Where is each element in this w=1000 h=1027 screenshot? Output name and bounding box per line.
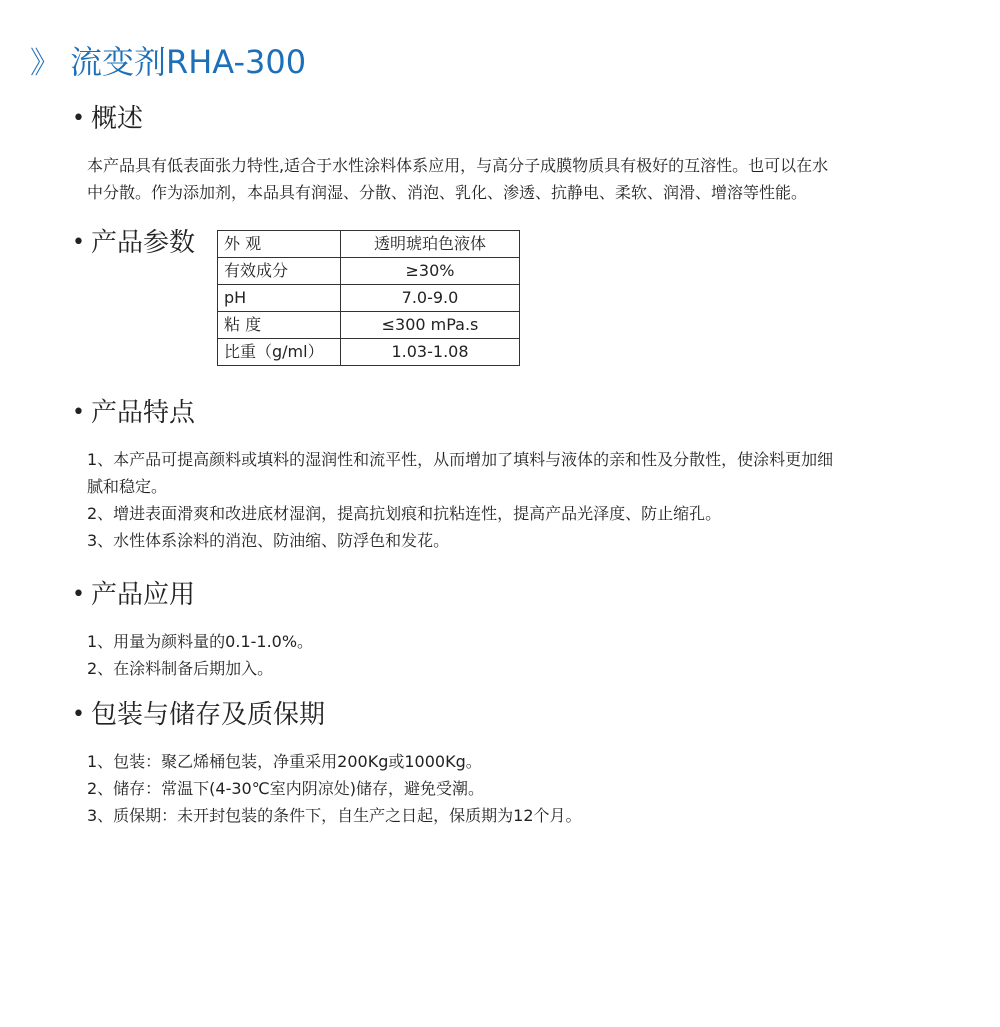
application-heading-text: 产品应用 (90, 580, 195, 610)
overview-line: 中分散。作为添加剂，本品具有润湿、分散、消泡、乳化、渗透、抗静电、柔软、润滑、增溶等性能。 (87, 183, 808, 202)
feature-line: 1、本产品可提高颜料或填料的湿润性和流平性，从而增加了填料与液体的亲和性及分散性，使涂料更加细 (87, 450, 834, 469)
bullet-dot-icon: • (72, 702, 85, 727)
application-line: 2、在涂料制备后期加入。 (87, 659, 274, 678)
storage-line: 3、质保期：未开封包装的条件下，自生产之日起，保质期为12个月。 (87, 806, 582, 825)
features-section (72, 396, 970, 554)
application-line: 1、用量为颜料量的0.1-1.0%。 (87, 632, 314, 651)
overview-line: 本产品具有低表面张力特性,适合于水性涂料体系应用，与高分子成膜物质具有极好的互溶性。也可以在水 (87, 156, 829, 175)
table-row (218, 258, 520, 285)
features-heading (72, 396, 970, 430)
title-mark-icon: 》 (30, 46, 60, 81)
application-section (72, 578, 970, 682)
table-row (218, 231, 520, 258)
param-key: 比重（g/ml） (218, 339, 341, 366)
param-value: 透明琥珀色液体 (341, 231, 520, 258)
param-key: 外 观 (218, 231, 341, 258)
bullet-dot-icon: • (72, 106, 85, 131)
params-heading (72, 226, 195, 260)
param-value: 1.03-1.08 (341, 339, 520, 366)
params-table (217, 230, 520, 366)
features-heading-text: 产品特点 (90, 398, 195, 428)
table-row (218, 339, 520, 366)
table-row (218, 285, 520, 312)
feature-line: 3、水性体系涂料的消泡、防油缩、防浮色和发花。 (87, 531, 450, 550)
storage-line: 1、包装：聚乙烯桶包装，净重采用200Kg或1000Kg。 (87, 752, 482, 771)
bullet-dot-icon: • (72, 582, 85, 607)
param-key: 粘 度 (218, 312, 341, 339)
bullet-dot-icon: • (72, 400, 85, 425)
application-heading (72, 578, 970, 612)
page-title (30, 38, 306, 82)
storage-heading (72, 698, 970, 732)
bullet-dot-icon: • (72, 230, 85, 255)
storage-section (72, 698, 970, 829)
param-value: ≥30% (341, 258, 520, 285)
product-title: 流变剂RHA-300 (70, 43, 307, 81)
params-heading-text: 产品参数 (90, 228, 195, 258)
param-key: pH (218, 285, 341, 312)
table-row (218, 312, 520, 339)
feature-line: 腻和稳定。 (87, 477, 168, 496)
storage-line: 2、储存：常温下(4-30℃室内阴凉处)储存，避免受潮。 (87, 779, 484, 798)
param-value: 7.0-9.0 (341, 285, 520, 312)
storage-heading-text: 包装与储存及质保期 (90, 700, 325, 730)
overview-heading (72, 102, 970, 136)
feature-line: 2、增进表面滑爽和改进底材湿润，提高抗划痕和抗粘连性，提高产品光泽度、防止缩孔。 (87, 504, 722, 523)
overview-heading-text: 概述 (90, 104, 143, 134)
param-key: 有效成分 (218, 258, 341, 285)
overview-section (72, 102, 970, 206)
param-value: ≤300 mPa.s (341, 312, 520, 339)
params-section (72, 226, 520, 366)
